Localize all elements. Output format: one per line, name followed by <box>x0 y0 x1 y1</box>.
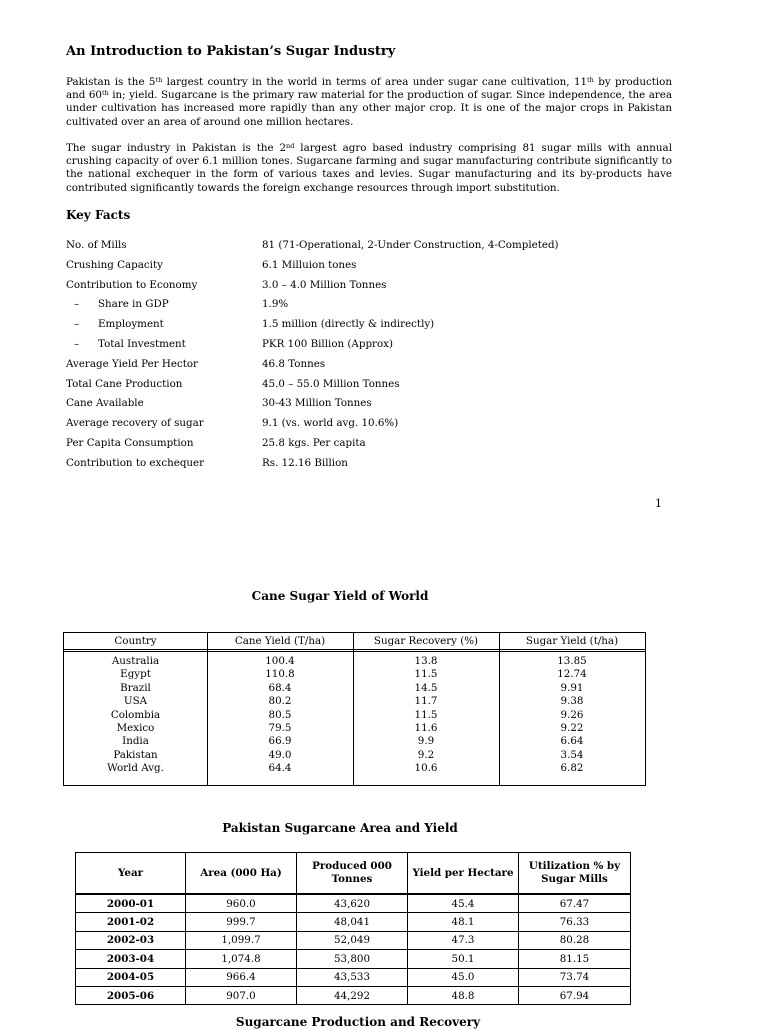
fact-row: – Total Investment PKR 100 Billion (Approx) <box>74 337 393 350</box>
value-cell: 9.9 <box>417 735 435 748</box>
value-cell: 999.7 <box>186 913 297 931</box>
fact-row: Average Yield Per Hector 46.8 Tonnes <box>66 357 326 370</box>
page-number: 1 <box>655 497 662 510</box>
key-facts-list <box>66 238 666 476</box>
value-cell: 64.4 <box>268 762 292 775</box>
value-cell: 100.4 <box>265 655 295 667</box>
fact-row: Cane Available 30-43 Million Tonnes <box>66 397 372 410</box>
col-header: Sugar Recovery (%) <box>373 635 479 647</box>
country-cell: Pakistan <box>113 748 158 761</box>
value-cell: 49.0 <box>268 748 292 761</box>
value-cell: 9.22 <box>560 722 584 734</box>
value-cell: 52,049 <box>297 931 408 949</box>
world-table-title: Cane Sugar Yield of World <box>251 589 429 603</box>
col-header: Area (000 Ha) <box>186 853 297 895</box>
col-header: Year <box>76 853 186 895</box>
value-cell: 1,074.8 <box>186 950 297 968</box>
table-row <box>76 950 631 968</box>
value-cell: 9.26 <box>560 708 584 721</box>
country-cell: USA <box>123 695 148 708</box>
country-cell: Colombia <box>110 708 161 721</box>
next-section-title: Sugarcane Production and Recovery <box>235 1015 481 1029</box>
value-cell: 73.74 <box>519 968 631 986</box>
fact-row: – Share in GDP 1.9% <box>74 298 289 311</box>
value-cell: 43,620 <box>297 894 408 913</box>
country-cell: Egypt <box>120 668 151 681</box>
value-cell: 13.85 <box>557 655 587 667</box>
value-cell: 14.5 <box>414 681 438 694</box>
pak-table-title: Pakistan Sugarcane Area and Yield <box>222 821 458 835</box>
country-cell: Mexico <box>116 722 155 734</box>
year-cell: 2000-01 <box>76 894 186 913</box>
value-cell: 48,041 <box>297 913 408 931</box>
value-cell: 48.8 <box>408 986 519 1004</box>
value-cell: 79.5 <box>268 722 292 734</box>
intro-paragraph-2: The sugar industry in Pakistan is the 2nd largest agro based industry comprising 81 sugar mills with annual crushing capacity of over 6.1 million tones. Sugarcane farming and sugar manufacturing contribute significantly to the national exchequer in the form of various taxes and levies. Sugar manufacturing and its by-products have contributed significantly towards the foreign exchange resources through import substitution. <box>66 142 672 194</box>
col-header: Country <box>114 635 157 647</box>
col-header: Utilization % by Sugar Mills <box>519 853 631 895</box>
value-cell: 53,800 <box>297 950 408 968</box>
country-cell: World Avg. <box>107 762 164 775</box>
value-cell: 80.2 <box>268 695 292 708</box>
value-cell: 76.33 <box>519 913 631 931</box>
fact-row: – Employment 1.5 million (directly & indirectly) <box>74 318 435 331</box>
col-header: Cane Yield (T/ha) <box>234 635 326 647</box>
world-yield-table <box>63 632 646 786</box>
col-header: Yield per Hectare <box>408 853 519 895</box>
country-cell: Australia <box>111 655 160 667</box>
key-facts-heading: Key Facts <box>66 208 131 222</box>
value-cell: 44,292 <box>297 986 408 1004</box>
value-cell: 50.1 <box>408 950 519 968</box>
value-cell: 68.4 <box>268 681 292 694</box>
table-row <box>76 894 631 913</box>
value-cell: 80.5 <box>268 708 292 721</box>
value-cell: 47.3 <box>408 931 519 949</box>
value-cell: 11.5 <box>414 708 438 721</box>
value-cell: 907.0 <box>186 986 297 1004</box>
value-cell: 48.1 <box>408 913 519 931</box>
value-cell: 45.4 <box>408 894 519 913</box>
year-cell: 2005-06 <box>76 986 186 1004</box>
value-cell: 80.28 <box>519 931 631 949</box>
value-cell: 67.94 <box>519 986 631 1004</box>
value-cell: 11.5 <box>414 668 438 681</box>
value-cell: 12.74 <box>557 668 587 681</box>
pakistan-area-yield-table <box>75 852 631 1005</box>
value-cell: 110.8 <box>265 668 295 681</box>
col-header: Sugar Yield (t/ha) <box>525 635 619 647</box>
fact-row: Average recovery of sugar 9.1 (vs. world avg. 10.6%) <box>66 417 399 430</box>
country-cell: Brazil <box>120 681 151 694</box>
value-cell: 67.47 <box>519 894 631 913</box>
value-cell: 13.8 <box>414 655 438 667</box>
value-cell: 11.6 <box>414 722 438 734</box>
value-cell: 6.82 <box>560 762 584 775</box>
value-cell: 9.91 <box>560 681 584 694</box>
value-cell: 6.64 <box>560 735 584 748</box>
value-cell: 9.2 <box>417 748 435 761</box>
value-cell: 966.4 <box>186 968 297 986</box>
value-cell: 960.0 <box>186 894 297 913</box>
value-cell: 1,099.7 <box>186 931 297 949</box>
year-cell: 2003-04 <box>76 950 186 968</box>
year-cell: 2004-05 <box>76 968 186 986</box>
fact-row: Per Capita Consumption 25.8 kgs. Per capita <box>66 436 366 449</box>
table-row <box>76 913 631 931</box>
page-title: An Introduction to Pakistan’s Sugar Industry <box>66 44 396 59</box>
fact-row: Contribution to exchequer Rs. 12.16 Billion <box>66 456 348 469</box>
value-cell: 45.0 <box>408 968 519 986</box>
fact-row: Total Cane Production 45.0 – 55.0 Million Tonnes <box>66 377 400 390</box>
country-cell: India <box>122 735 149 748</box>
fact-row: No. of Mills 81 (71-Operational, 2-Under Construction, 4-Completed) <box>66 239 559 251</box>
value-cell: 10.6 <box>414 762 438 775</box>
value-cell: 66.9 <box>268 735 292 748</box>
table-row <box>76 968 631 986</box>
year-cell: 2002-03 <box>76 931 186 949</box>
fact-row: Crushing Capacity 6.1 Milluion tones <box>66 258 357 271</box>
value-cell: 43,533 <box>297 968 408 986</box>
table-row <box>76 986 631 1004</box>
fact-row: Contribution to Economy 3.0 – 4.0 Million Tonnes <box>66 278 387 291</box>
year-cell: 2001-02 <box>76 913 186 931</box>
value-cell: 11.7 <box>414 695 438 708</box>
col-header: Produced 000 Tonnes <box>297 853 408 895</box>
value-cell: 9.38 <box>560 695 584 708</box>
value-cell: 3.54 <box>560 748 584 761</box>
value-cell: 81.15 <box>519 950 631 968</box>
table-row <box>76 931 631 949</box>
intro-paragraph-1: Pakistan is the 5th largest country in the world in terms of area under sugar cane cultivation, 11th by production and 60th in; yield. Sugarcane is the primary raw material for the production of sugar. Since independence, the area under cultivation has increased more rapidly than any other major crop. It is one of the major crops in Pakistan cultivated over an area of around one million hectares. <box>66 76 672 128</box>
